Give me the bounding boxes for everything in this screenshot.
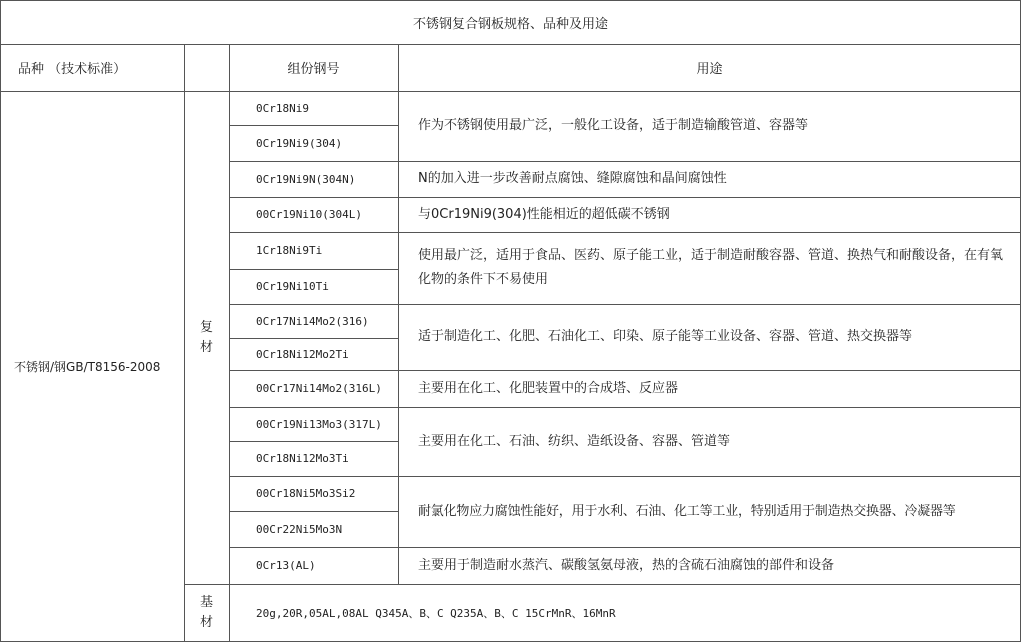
usage-cell: 适于制造化工、化肥、石油化工、印染、原子能等工业设备、容器、管道、热交换器等: [418, 329, 913, 344]
grade-cell: 00Cr19Ni13Mo3(317L): [256, 417, 382, 431]
clad-label-char-1: 复: [199, 319, 213, 335]
usage-cell: 耐氯化物应力腐蚀性能好，用于水利、石油、化工等工业，特别适用于制造热交换器、冷凝器等: [418, 503, 956, 519]
usage-cell: 使用最广泛，适用于食品、医药、原子能工业，适于制造耐酸容器、管道、换热气和耐酸设备，在有氧化物的条件下不易使用: [418, 248, 1004, 287]
grade-cell: 1Cr18Ni9Ti: [256, 244, 323, 257]
grade-cell: 00Cr17Ni14Mo2(316L): [256, 382, 382, 395]
grade-cell: 00Cr18Ni5Mo3Si2: [256, 487, 356, 500]
grade-cell: 00Cr19Ni10(304L): [256, 208, 362, 221]
grade-cell: 00Cr22Ni5Mo3N: [256, 522, 343, 536]
base-material-label: [184, 584, 229, 641]
grade-cell: 0Cr19Ni9N(304N): [256, 172, 356, 186]
usage-cell: 与0Cr19Ni9(304)性能相近的超低碳不锈钢: [418, 206, 670, 222]
variety-value: 不锈钢/钢GB/T8156-2008: [14, 360, 161, 374]
base-label-char-2: 材: [199, 614, 213, 630]
table-title: 不锈钢复合钢板规格、品种及用途: [412, 16, 608, 32]
usage-cell: 作为不锈钢使用最广泛，一般化工设备，适于制造输酸管道、容器等: [418, 118, 809, 133]
clad-material-label: [184, 91, 229, 584]
grade-cell: 0Cr19Ni10Ti: [256, 280, 329, 293]
usage-cell: 主要用在化工、石油、纺织、造纸设备、容器、管道等: [418, 433, 731, 449]
grade-cell: 0Cr18Ni9: [256, 101, 309, 115]
usage-cell: 主要用在化工、化肥装置中的合成塔、反应器: [418, 380, 679, 396]
header-usage: 用途: [696, 62, 723, 77]
header-variety: 品种 （技术标准）: [18, 62, 127, 77]
usage-cell: 主要用于制造耐水蒸汽、碳酸氢氨母液，热的含硫石油腐蚀的部件和设备: [418, 557, 835, 573]
base-label-char-1: 基: [199, 594, 213, 610]
usage-cell: N的加入进一步改善耐点腐蚀、缝隙腐蚀和晶间腐蚀性: [418, 171, 727, 186]
grade-cell: 0Cr18Ni12Mo2Ti: [256, 347, 349, 361]
grade-cell: 0Cr13(AL): [256, 559, 316, 572]
grade-cell: 0Cr18Ni12Mo3Ti: [256, 452, 349, 465]
base-material-value: 20g,20R,05AL,08AL Q345A、B、C Q235A、B、C 15CrMnR、16MnR: [256, 606, 616, 620]
header-grade: 组份钢号: [287, 62, 340, 77]
grade-cell: 0Cr19Ni9(304): [256, 136, 343, 150]
clad-label-char-2: 材: [199, 339, 213, 355]
grade-cell: 0Cr17Ni14Mo2(316): [256, 314, 369, 328]
